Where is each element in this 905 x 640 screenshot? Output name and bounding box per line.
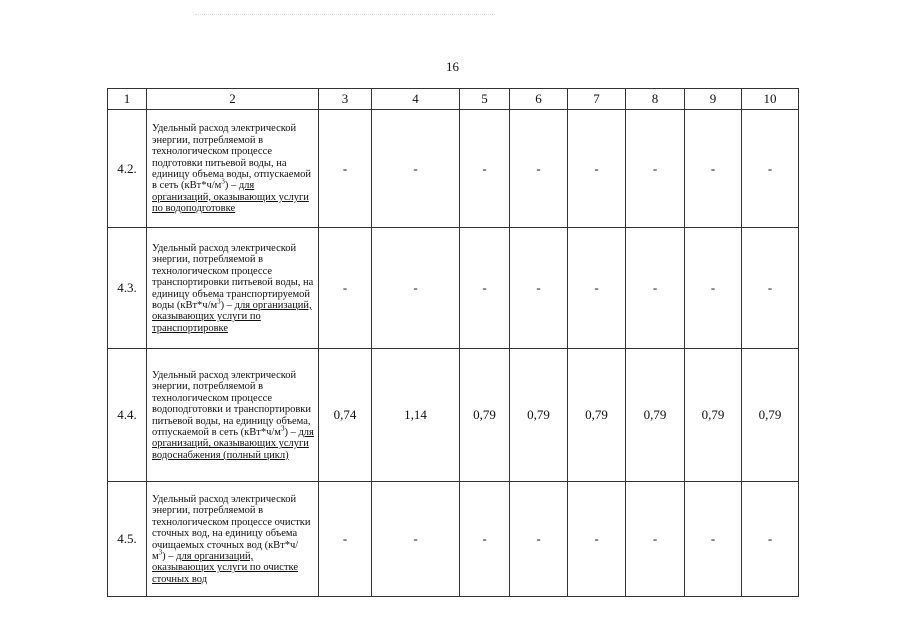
value-cell: - (742, 482, 799, 597)
value-cell: - (626, 228, 685, 349)
description-text: ) – (224, 180, 239, 192)
description-underlined: для организаций, оказывающих услуги по водоподготовке (152, 180, 309, 215)
description-text: Удельный расход электрической энергии, потребляемой в технологическом процессе транспортировки питьевой воды, на единицу объема транспортируемой воды (кВт*ч/м (152, 242, 314, 311)
description-text: ) – (220, 299, 235, 311)
value-cell: - (510, 110, 568, 228)
description-underlined: для организаций, оказывающих услуги водоснабжения (полный цикл) (152, 426, 314, 461)
value-cell: 0,79 (568, 349, 626, 482)
value-cell: - (510, 482, 568, 597)
description-text: Удельный расход электрической энергии, потребляемой в технологическом процессе подготовки питьевой воды, на единицу объема воды, отпускаемой в сеть (кВт*ч/м (152, 123, 311, 192)
scan-artifact (195, 14, 495, 21)
value-cell: 0,79 (685, 349, 742, 482)
row-number: 4.4. (108, 349, 147, 482)
header-row (108, 89, 799, 110)
description-text: Удельный расход электрической энергии, потребляемой в технологическом процессе очистки сточных вод, на единицу объема очищаемых сточных вод (кВт*ч/ м (152, 493, 311, 562)
row-number: 4.5. (108, 482, 147, 597)
value-cell: - (742, 228, 799, 349)
header-cell: 6 (510, 89, 568, 110)
row-description (147, 110, 319, 228)
description-underlined: для организаций, оказывающих услуги по очистке сточных вод (152, 550, 299, 585)
value-cell: - (510, 228, 568, 349)
value-cell: - (460, 228, 510, 349)
header-cell: 2 (147, 89, 319, 110)
table-row (108, 482, 799, 597)
header-cell: 9 (685, 89, 742, 110)
value-cell: 1,14 (372, 349, 460, 482)
description-text: ) – (162, 550, 177, 562)
data-table (107, 88, 799, 597)
value-cell: - (685, 482, 742, 597)
value-cell: - (568, 110, 626, 228)
value-cell: - (568, 482, 626, 597)
value-cell: - (626, 110, 685, 228)
description-text: Удельный расход электрической энергии, потребляемой в технологическом процессе водоподготовки и транспортировки питьевой воды, на единицу объема, отпускаемой в сеть (кВт*ч/м (152, 369, 312, 438)
value-cell: 0,74 (319, 349, 372, 482)
value-cell: - (460, 482, 510, 597)
description-underlined: для организаций, оказывающих услуги по транспортировке (152, 299, 312, 334)
row-description (147, 228, 319, 349)
row-number: 4.2. (108, 110, 147, 228)
value-cell: - (626, 482, 685, 597)
unit-superscript: 3 (280, 424, 285, 433)
value-cell: - (460, 110, 510, 228)
header-cell: 4 (372, 89, 460, 110)
value-cell: - (742, 110, 799, 228)
value-cell: 0,79 (742, 349, 799, 482)
unit-superscript: 3 (221, 177, 225, 186)
value-cell: - (319, 482, 372, 597)
value-cell: - (319, 228, 372, 349)
description-text: ) – (284, 426, 299, 438)
header-cell: 8 (626, 89, 685, 110)
header-cell: 10 (742, 89, 799, 110)
value-cell: - (372, 228, 460, 349)
value-cell: - (372, 482, 460, 597)
value-cell: 0,79 (510, 349, 568, 482)
value-cell: - (685, 110, 742, 228)
header-cell: 5 (460, 89, 510, 110)
value-cell: 0,79 (460, 349, 510, 482)
header-cell: 1 (108, 89, 147, 110)
value-cell: - (372, 110, 460, 228)
unit-superscript: 3 (217, 297, 221, 306)
header-cell: 7 (568, 89, 626, 110)
unit-superscript: 3 (158, 548, 163, 557)
value-cell: - (568, 228, 626, 349)
value-cell: - (319, 110, 372, 228)
row-description (147, 482, 319, 597)
table-row (108, 110, 799, 228)
table-row (108, 228, 799, 349)
row-description (147, 349, 319, 482)
table-row (108, 349, 799, 482)
value-cell: - (685, 228, 742, 349)
row-number: 4.3. (108, 228, 147, 349)
header-cell: 3 (319, 89, 372, 110)
value-cell: 0,79 (626, 349, 685, 482)
page-number: 16 (446, 59, 459, 74)
